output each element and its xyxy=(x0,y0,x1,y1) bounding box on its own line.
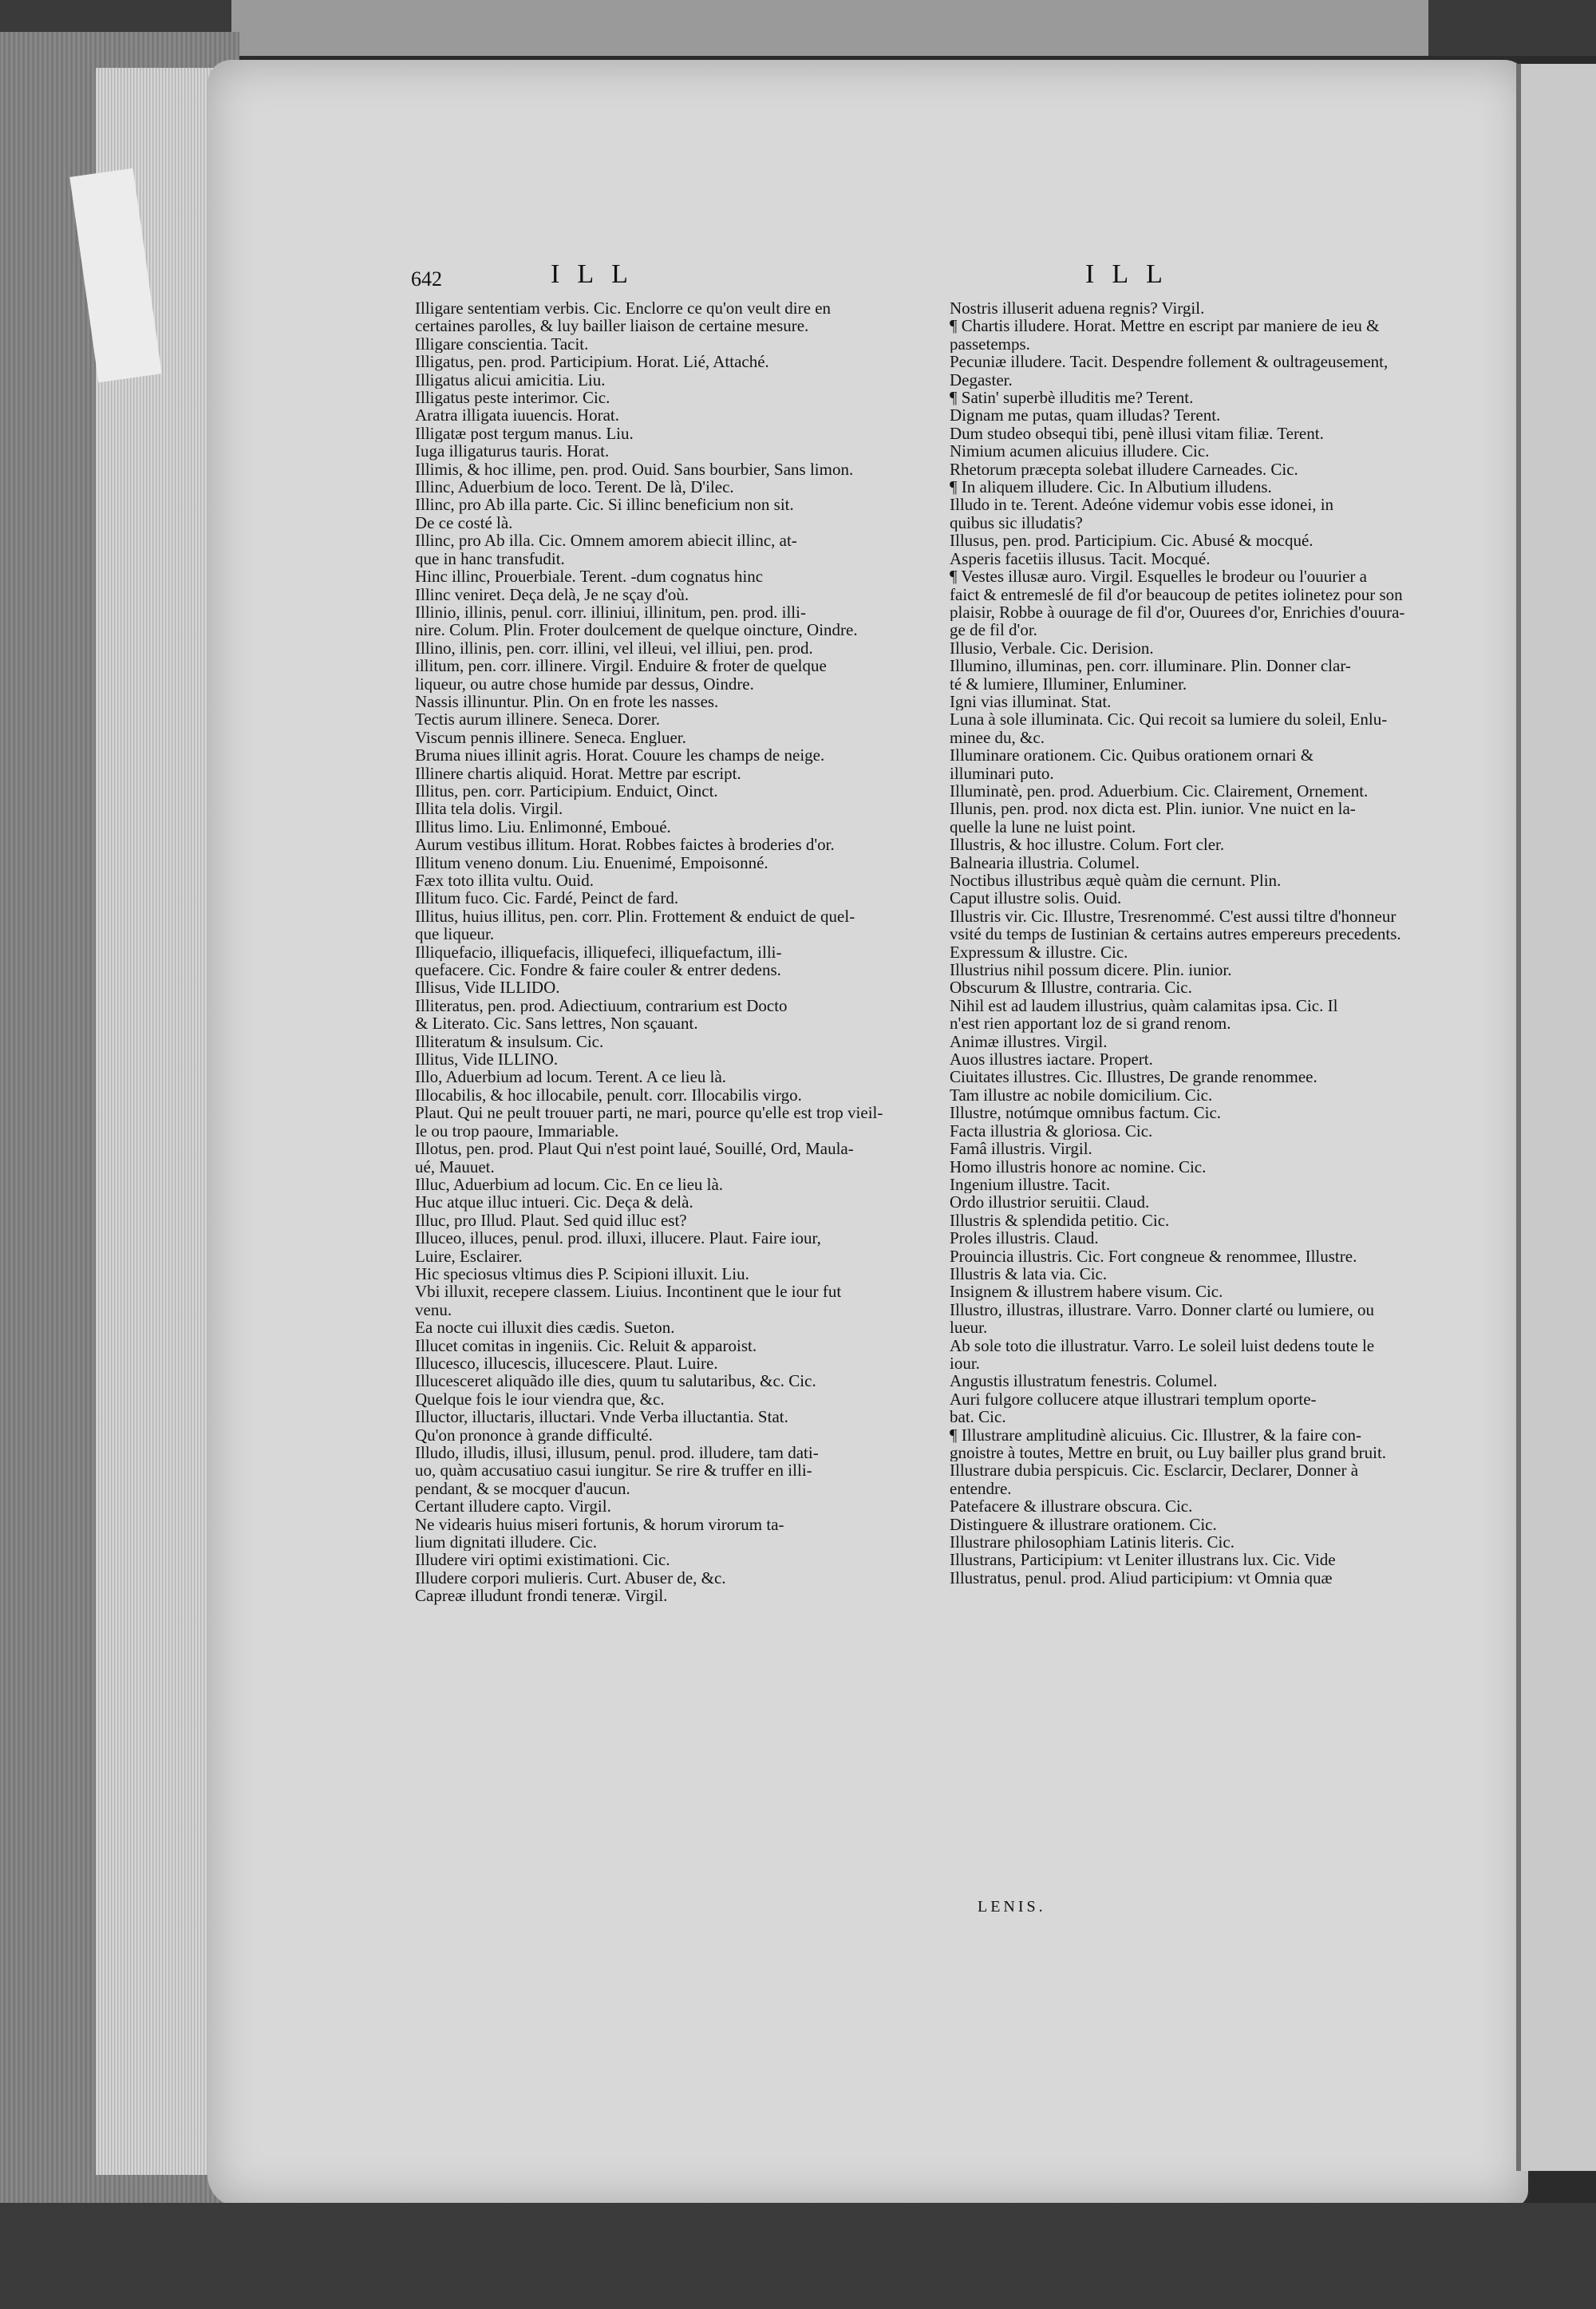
entry-line: Illinc, Aduerbium de loco. Terent. De là, D'ilec. xyxy=(415,478,734,496)
entry-line: iour. xyxy=(950,1354,980,1373)
entry-line: Illinc veniret. Deça delà, Je ne sçay d'où. xyxy=(415,585,689,603)
entry-line: Degaster. xyxy=(950,370,1013,389)
entry-line: Prouincia illustris. Cic. Fort congneue & renommee, Illustre. xyxy=(950,1247,1357,1265)
catchword: LENIS. xyxy=(978,1898,1046,1916)
entry-line: Dignam me putas, quam illudas? Terent. xyxy=(950,406,1221,425)
dictionary-column-left xyxy=(415,299,926,1605)
entry-line: ¶ Vestes illusæ auro. Virgil. Esquelles le brodeur ou l'ouurier a xyxy=(950,567,1367,586)
entry-line: Illucesco, illucescis, illucescere. Plaut. Luire. xyxy=(415,1354,718,1373)
entry-line: Illigatus, pen. prod. Participium. Horat. Lié, Attaché. xyxy=(415,353,769,371)
entry-line: Illuminatè, pen. prod. Aduerbium. Cic. Clairement, Ornement. xyxy=(950,781,1369,801)
entry-line: Aurum vestibus illitum. Horat. Robbes faictes à broderies d'or. xyxy=(415,836,835,854)
entry-line: Illucet comitas in ingeniis. Cic. Reluit & apparoist. xyxy=(415,1336,757,1354)
entry-line: Illinere chartis aliquid. Horat. Mettre par escript. xyxy=(415,764,741,782)
entry-line: Illotus, pen. prod. Plaut Qui n'est point laué, Souillé, Ord, Maula- xyxy=(415,1140,854,1158)
running-head-right: ILL xyxy=(1085,259,1180,289)
entry-line: Tectis aurum illinere. Seneca. Dorer. xyxy=(415,710,660,729)
entry-line: Insignem & illustrem habere visum. Cic. xyxy=(950,1283,1223,1301)
entry-line: vsité du temps de Iustinian & certains autres empereurs precedents. xyxy=(950,925,1401,943)
entry-line: Luna à sole illuminata. Cic. Qui recoit sa lumiere du soleil, Enlu- xyxy=(950,710,1388,729)
entry-line: Illudere corpori mulieris. Curt. Abuser de, &c. xyxy=(415,1568,726,1587)
entry-line: Illitus, pen. corr. Participium. Enduict, Oinct. xyxy=(415,781,718,801)
entry-line: Illita tela dolis. Virgil. xyxy=(415,800,563,818)
entry-line: uo, quàm accusatiuo casui iungitur. Se rire & truffer en illi- xyxy=(415,1461,812,1480)
entry-line: Illuminare orationem. Cic. Quibus orationem ornari & xyxy=(950,746,1314,765)
entry-line: Illudere viri optimi existimationi. Cic. xyxy=(415,1551,670,1569)
entry-line: Illudo in te. Terent. Adeóne videmur vobis esse idonei, in xyxy=(950,496,1334,514)
entry-line: Illuc, Aduerbium ad locum. Cic. En ce lieu là. xyxy=(415,1175,724,1194)
entry-line: Nihil est ad laudem illustrius, quàm calamitas ipsa. Cic. Il xyxy=(950,996,1338,1015)
entry-line: ¶ Illustrare amplitudinè alicuius. Cic. Illustrer, & la faire con- xyxy=(950,1425,1362,1444)
entry-line: Ab sole toto die illustratur. Varro. Le soleil luist dedens toute le xyxy=(950,1336,1375,1354)
entry-line: Obscurum & Illustre, contraria. Cic. xyxy=(950,979,1192,997)
entry-line: Nimium acumen alicuius illudere. Cic. xyxy=(950,442,1210,461)
entry-line: Bruma niues illinit agris. Horat. Couure les champs de neige. xyxy=(415,746,825,765)
entry-line: Illusus, pen. prod. Participium. Cic. Abusé & mocqué. xyxy=(950,532,1314,550)
entry-line: nire. Colum. Plin. Froter doulcement de quelque oincture, Oindre. xyxy=(415,621,858,639)
entry-line: quibus sic illudatis? xyxy=(950,513,1083,532)
entry-line: Illiteratum & insulsum. Cic. xyxy=(415,1032,604,1051)
entry-line: Illitum veneno donum. Liu. Enuenimé, Empoisonné. xyxy=(415,853,768,872)
entry-line: Illiteratus, pen. prod. Adiectiuum, contrarium est Docto xyxy=(415,996,788,1015)
entry-line: Illisus, Vide ILLIDO. xyxy=(415,979,560,997)
entry-line: Illocabilis, & hoc illocabile, penult. corr. Illocabilis virgo. xyxy=(415,1085,802,1105)
entry-line: Illustris & splendida petitio. Cic. xyxy=(950,1211,1170,1230)
entry-line: Illitus, huius illitus, pen. corr. Plin. Frottement & enduict de quel- xyxy=(415,907,855,926)
entry-line: Illuc, pro Illud. Plaut. Sed quid illuc est? xyxy=(415,1211,687,1230)
entry-line: Ne videaris huius miseri fortunis, & horum virorum ta- xyxy=(415,1515,784,1534)
entry-line: que liqueur. xyxy=(415,925,495,943)
entry-line: Qu'on prononce à grande difficulté. xyxy=(415,1425,653,1444)
entry-line: Hinc illinc, Prouerbiale. Terent. -dum cognatus hinc xyxy=(415,567,764,586)
entry-line: De ce costé là. xyxy=(415,513,513,532)
entry-line: Ingenium illustre. Tacit. xyxy=(950,1175,1111,1194)
entry-line: illuminari puto. xyxy=(950,764,1054,782)
entry-line: quelle la lune ne luist point. xyxy=(950,817,1136,836)
entry-line: quefacere. Cic. Fondre & faire couler & entrer dedens. xyxy=(415,961,781,979)
entry-line: té & lumiere, Illuminer, Enluminer. xyxy=(950,674,1187,693)
entry-line: Illigare sententiam verbis. Cic. Enclorre ce qu'on veult dire en xyxy=(415,299,832,318)
entry-line: entendre. xyxy=(950,1479,1012,1498)
entry-line: Certant illudere capto. Virgil. xyxy=(415,1497,611,1516)
entry-line: illitum, pen. corr. illinere. Virgil. Enduire & froter de quelque xyxy=(415,657,827,675)
entry-line: Proles illustris. Claud. xyxy=(950,1229,1099,1247)
entry-line: Ciuitates illustres. Cic. Illustres, De grande renommee. xyxy=(950,1068,1317,1086)
entry-line: Illigatæ post tergum manus. Liu. xyxy=(415,424,634,443)
entry-line: Expressum & illustre. Cic. xyxy=(950,943,1128,962)
entry-line: Caput illustre solis. Ouid. xyxy=(950,889,1122,907)
entry-line: Illustrans, Participium: vt Leniter illustrans lux. Cic. Vide xyxy=(950,1551,1336,1569)
entry-line: Illinc, pro Ab illa. Cic. Omnem amorem abiecit illinc, at- xyxy=(415,532,797,550)
entry-line: Dum studeo obsequi tibi, penè illusi vitam filiæ. Terent. xyxy=(950,424,1324,443)
entry-line: Ea nocte cui illuxit dies cædis. Sueton. xyxy=(415,1319,675,1337)
entry-line: Pecuniæ illudere. Tacit. Despendre follement & oultrageusement, xyxy=(950,353,1389,371)
entry-line: Illinc, pro Ab illa parte. Cic. Si illinc beneficium non sit. xyxy=(415,496,794,514)
entry-line: Illigare conscientia. Tacit. xyxy=(415,334,589,354)
entry-line: Vbi illuxit, recepere classem. Liuius. Incontinent que le iour fut xyxy=(415,1283,842,1301)
entry-line: Aratra illigata iuuencis. Horat. xyxy=(415,406,619,425)
entry-line: Illuceo, illuces, penul. prod. illuxi, illucere. Plaut. Faire iour, xyxy=(415,1229,821,1247)
entry-line: Illustris vir. Cic. Illustre, Tresrenommé. C'est aussi tiltre d'honneur xyxy=(950,907,1396,926)
entry-line: ge de fil d'or. xyxy=(950,621,1037,639)
entry-line: Illucesceret aliquãdo ille dies, quum tu salutaribus, &c. Cic. xyxy=(415,1372,816,1390)
entry-line: passetemps. xyxy=(950,334,1030,354)
entry-line: Illiquefacio, illiquefacis, illiquefeci, illiquefactum, illi- xyxy=(415,943,782,962)
entry-line: Homo illustris honore ac nomine. Cic. xyxy=(950,1157,1207,1176)
facing-page xyxy=(1516,64,1596,2171)
entry-line: Igni vias illuminat. Stat. xyxy=(950,692,1112,711)
entry-line: Fæx toto illita vultu. Ouid. xyxy=(415,872,595,890)
entry-line: certaines parolles, & luy bailler liaison de certaine mesure. xyxy=(415,317,809,335)
entry-line: liqueur, ou autre chose humide par dessus, Oindre. xyxy=(415,674,754,693)
entry-line: Illustre, notúmque omnibus factum. Cic. xyxy=(950,1104,1222,1122)
entry-line: Illo, Aduerbium ad locum. Terent. A ce lieu là. xyxy=(415,1068,727,1086)
entry-line: Illudo, illudis, illusi, illusum, penul. prod. illudere, tam dati- xyxy=(415,1444,819,1462)
entry-line: Illinio, illinis, penul. corr. illiniui, illinitum, pen. prod. illi- xyxy=(415,603,806,622)
entry-line: Nassis illinuntur. Plin. On en frote les nasses. xyxy=(415,692,719,711)
entry-line: Auri fulgore collucere atque illustrari templum oporte- xyxy=(950,1390,1317,1409)
entry-line: Rhetorum præcepta solebat illudere Carneades. Cic. xyxy=(950,460,1298,479)
entry-line: & Literato. Cic. Sans lettres, Non sçauant. xyxy=(415,1014,698,1033)
entry-line: ¶ In aliquem illudere. Cic. In Albutium illudens. xyxy=(950,478,1272,496)
entry-line: Asperis facetiis illusus. Tacit. Mocqué. xyxy=(950,549,1211,568)
entry-line: ¶ Chartis illudere. Horat. Mettre en escript par maniere de ieu & xyxy=(950,317,1380,335)
entry-line: Illuctor, illuctaris, illuctari. Vnde Verba illuctantia. Stat. xyxy=(415,1408,788,1426)
entry-line: ¶ Satin' superbè illuditis me? Terent. xyxy=(950,389,1194,407)
entry-line: le ou trop paoure, Immariable. xyxy=(415,1121,619,1141)
dictionary-column-right xyxy=(950,299,1460,1587)
entry-line: Illustrius nihil possum dicere. Plin. iunior. xyxy=(950,961,1232,979)
entry-line: Illigatus alicui amicitia. Liu. xyxy=(415,370,606,389)
entry-line: Illunis, pen. prod. nox dicta est. Plin. iunior. Vne nuict en la- xyxy=(950,800,1356,818)
entry-line: Hic speciosus vltimus dies P. Scipioni illuxit. Liu. xyxy=(415,1264,749,1283)
entry-line: Illitus, Vide ILLINO. xyxy=(415,1050,559,1069)
book-clamp xyxy=(231,0,1428,56)
entry-line: venu. xyxy=(415,1300,452,1319)
entry-line: Auos illustres iactare. Propert. xyxy=(950,1050,1153,1069)
entry-line: Distinguere & illustrare orationem. Cic. xyxy=(950,1515,1217,1534)
entry-line: Plaut. Qui ne peult trouuer parti, ne mari, pource qu'elle est trop vieil- xyxy=(415,1104,883,1122)
entry-line: Illustratus, penul. prod. Aliud participium: vt Omnia quæ xyxy=(950,1568,1333,1587)
page-number: 642 xyxy=(411,267,442,291)
entry-line: Illigatus peste interimor. Cic. xyxy=(415,389,610,407)
entry-line: Illustris & lata via. Cic. xyxy=(950,1264,1108,1283)
entry-line: Ordo illustrior seruitii. Claud. xyxy=(950,1193,1150,1212)
entry-line: Illitus limo. Liu. Enlimonné, Emboué. xyxy=(415,817,671,836)
entry-line: Patefacere & illustrare obscura. Cic. xyxy=(950,1497,1193,1516)
background-bottom xyxy=(0,2203,1596,2309)
entry-line: Angustis illustratum fenestris. Columel. xyxy=(950,1372,1218,1390)
entry-line: Nostris illuserit aduena regnis? Virgil. xyxy=(950,299,1205,318)
entry-line: lueur. xyxy=(950,1319,988,1337)
entry-line: Illustro, illustras, illustrare. Varro. Donner clarté ou lumiere, ou xyxy=(950,1300,1375,1319)
entry-line: Illustris, & hoc illustre. Colum. Fort cler. xyxy=(950,836,1225,854)
entry-line: que in hanc transfudit. xyxy=(415,549,565,568)
entry-line: Famâ illustris. Virgil. xyxy=(950,1140,1092,1158)
entry-line: Animæ illustres. Virgil. xyxy=(950,1032,1108,1051)
entry-line: Illimis, & hoc illime, pen. prod. Ouid. Sans bourbier, Sans limon. xyxy=(415,460,854,479)
entry-line: Balnearia illustria. Columel. xyxy=(950,853,1140,872)
entry-line: Facta illustria & gloriosa. Cic. xyxy=(950,1121,1153,1141)
entry-line: minee du, &c. xyxy=(950,728,1045,747)
entry-line: Luire, Esclairer. xyxy=(415,1247,523,1265)
entry-line: ué, Mauuet. xyxy=(415,1157,495,1176)
entry-line: Noctibus illustribus æquè quàm die cernunt. Plin. xyxy=(950,872,1282,890)
entry-line: plaisir, Robbe à ouurage de fil d'or, Ouurees d'or, Enrichies d'ouura- xyxy=(950,603,1405,622)
entry-line: gnoistre à toutes, Mettre en bruit, ou Luy bailler plus grand bruit. xyxy=(950,1444,1387,1462)
entry-line: Illusio, Verbale. Cic. Derision. xyxy=(950,639,1154,658)
running-head-left: ILL xyxy=(551,259,646,289)
entry-line: lium dignitati illudere. Cic. xyxy=(415,1533,598,1552)
entry-line: Illumino, illuminas, pen. corr. illuminare. Plin. Donner clar- xyxy=(950,657,1351,675)
entry-line: Quelque fois le iour viendra que, &c. xyxy=(415,1390,665,1409)
entry-line: faict & entremeslé de fil d'or beaucoup de petites iolinetez pour son xyxy=(950,585,1403,603)
entry-line: Tam illustre ac nobile domicilium. Cic. xyxy=(950,1085,1213,1105)
entry-line: Capreæ illudunt frondi teneræ. Virgil. xyxy=(415,1587,668,1605)
entry-line: Viscum pennis illinere. Seneca. Engluer. xyxy=(415,728,686,747)
entry-line: Illino, illinis, pen. corr. illini, vel illeui, vel illiui, pen. prod. xyxy=(415,639,813,658)
entry-line: n'est rien apportant loz de si grand renom. xyxy=(950,1014,1231,1033)
entry-line: Iuga illigaturus tauris. Horat. xyxy=(415,442,610,461)
entry-line: Illitum fuco. Cic. Fardé, Peinct de fard. xyxy=(415,889,679,907)
entry-line: bat. Cic. xyxy=(950,1408,1006,1426)
entry-line: pendant, & se mocquer d'aucun. xyxy=(415,1479,630,1498)
entry-line: Illustrare dubia perspicuis. Cic. Esclarcir, Declarer, Donner à xyxy=(950,1461,1359,1480)
entry-line: Huc atque illuc intueri. Cic. Deça & delà. xyxy=(415,1193,693,1212)
entry-line: Illustrare philosophiam Latinis literis. Cic. xyxy=(950,1533,1235,1552)
